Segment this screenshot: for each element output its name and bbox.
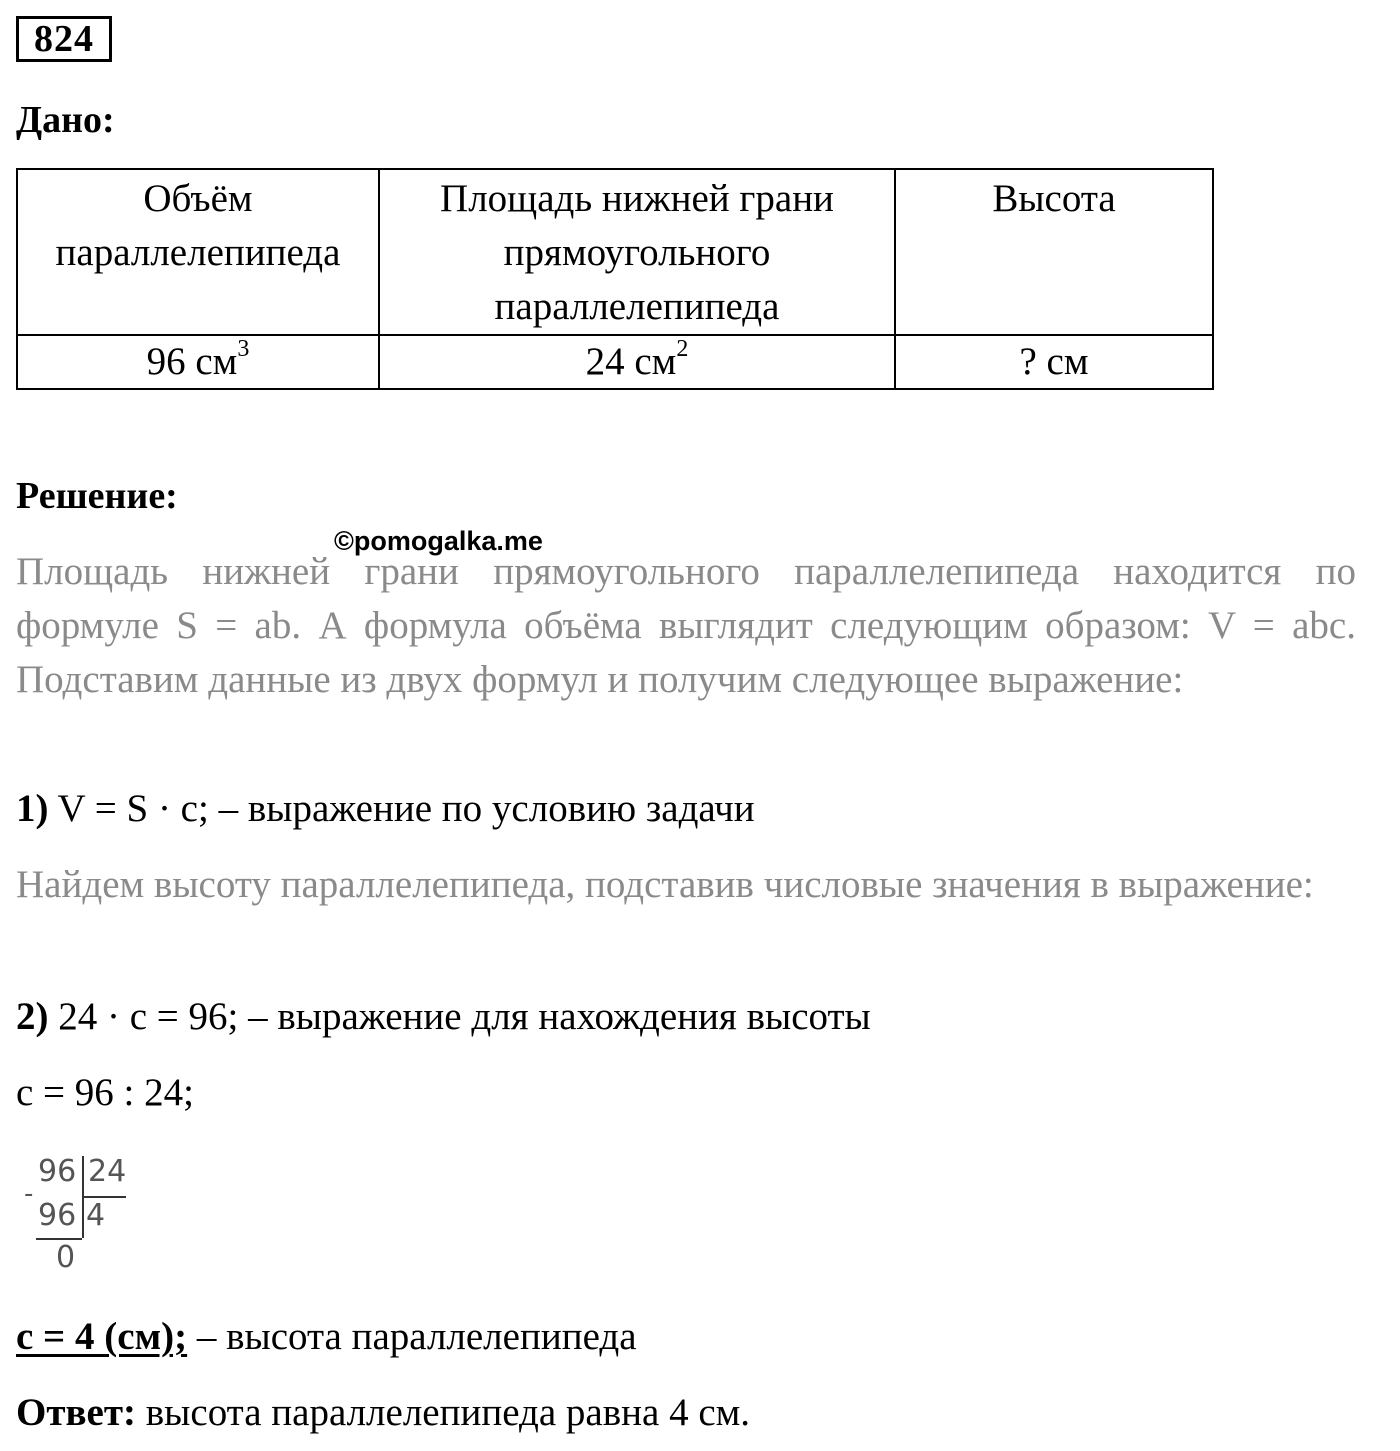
division-subtract-line [36,1238,82,1240]
step-1-text: V = S · c; – выражение по условию задачи [48,787,755,830]
header-line: параллелепипеда [494,285,780,328]
step-2-label: 2) [16,995,49,1038]
result [16,1310,637,1364]
answer-text: высота параллелепипеда равна 4 см. [136,1391,751,1434]
given-table-header-row [17,169,1213,335]
step-1 [16,782,755,836]
value-text: 24 см [585,340,677,383]
solution-heading: Решение: [16,475,178,517]
value-cell-volume [17,335,379,389]
division-dividend: 96 [38,1154,77,1189]
division-quotient-line [82,1196,126,1198]
header-line: параллелепипеда [55,231,341,274]
result-text: – высота параллелепипеда [187,1315,637,1358]
watermark: ©pomogalka.me [334,526,543,556]
division-subtrahend: 96 [38,1198,77,1233]
given-table-value-row [17,335,1213,389]
step-2-text: 24 · c = 96; – выражение для нахождения высоты [48,995,871,1038]
division-divisor: 24 [88,1154,127,1189]
result-value: c = 4 (см); [16,1315,188,1358]
value-cell-height [895,335,1213,389]
answer [16,1386,750,1440]
header-cell-height [895,169,1213,335]
division-quotient: 4 [86,1198,106,1233]
value-cell-area [379,335,895,389]
explanation-paragraph-2: Найдем высоту параллелепипеда, подставив числовые значения в выражение: [16,863,1314,906]
step-2 [16,990,871,1044]
division-remainder: 0 [56,1240,76,1275]
header-line: Объём [143,177,253,220]
value-exponent: 2 [676,336,689,362]
given-heading: Дано: [16,99,115,141]
division-minus-sign: - [24,1179,34,1209]
header-line: Площадь нижней грани [440,177,834,220]
explanation-paragraph-1: Площадь нижней грани прямоугольного параллелепипеда находится по формуле S = ab. А формула объёма выглядит следующим образом: V = abc. Подставим данные из двух формул и получим следующее выражение: [16,550,1356,701]
step-1-label: 1) [16,787,49,830]
value-text: ? см [1019,340,1089,383]
value-text: 96 см [146,340,238,383]
header-line: прямоугольного [503,231,771,274]
long-division [20,1152,140,1282]
equation: c = 96 : 24; [16,1071,194,1114]
given-table [16,168,1214,390]
answer-label: Ответ: [16,1391,137,1434]
header-line: Высота [992,177,1116,220]
header-cell-area [379,169,895,335]
header-cell-volume [17,169,379,335]
task-number: 824 [16,16,112,62]
value-exponent: 3 [237,336,250,362]
